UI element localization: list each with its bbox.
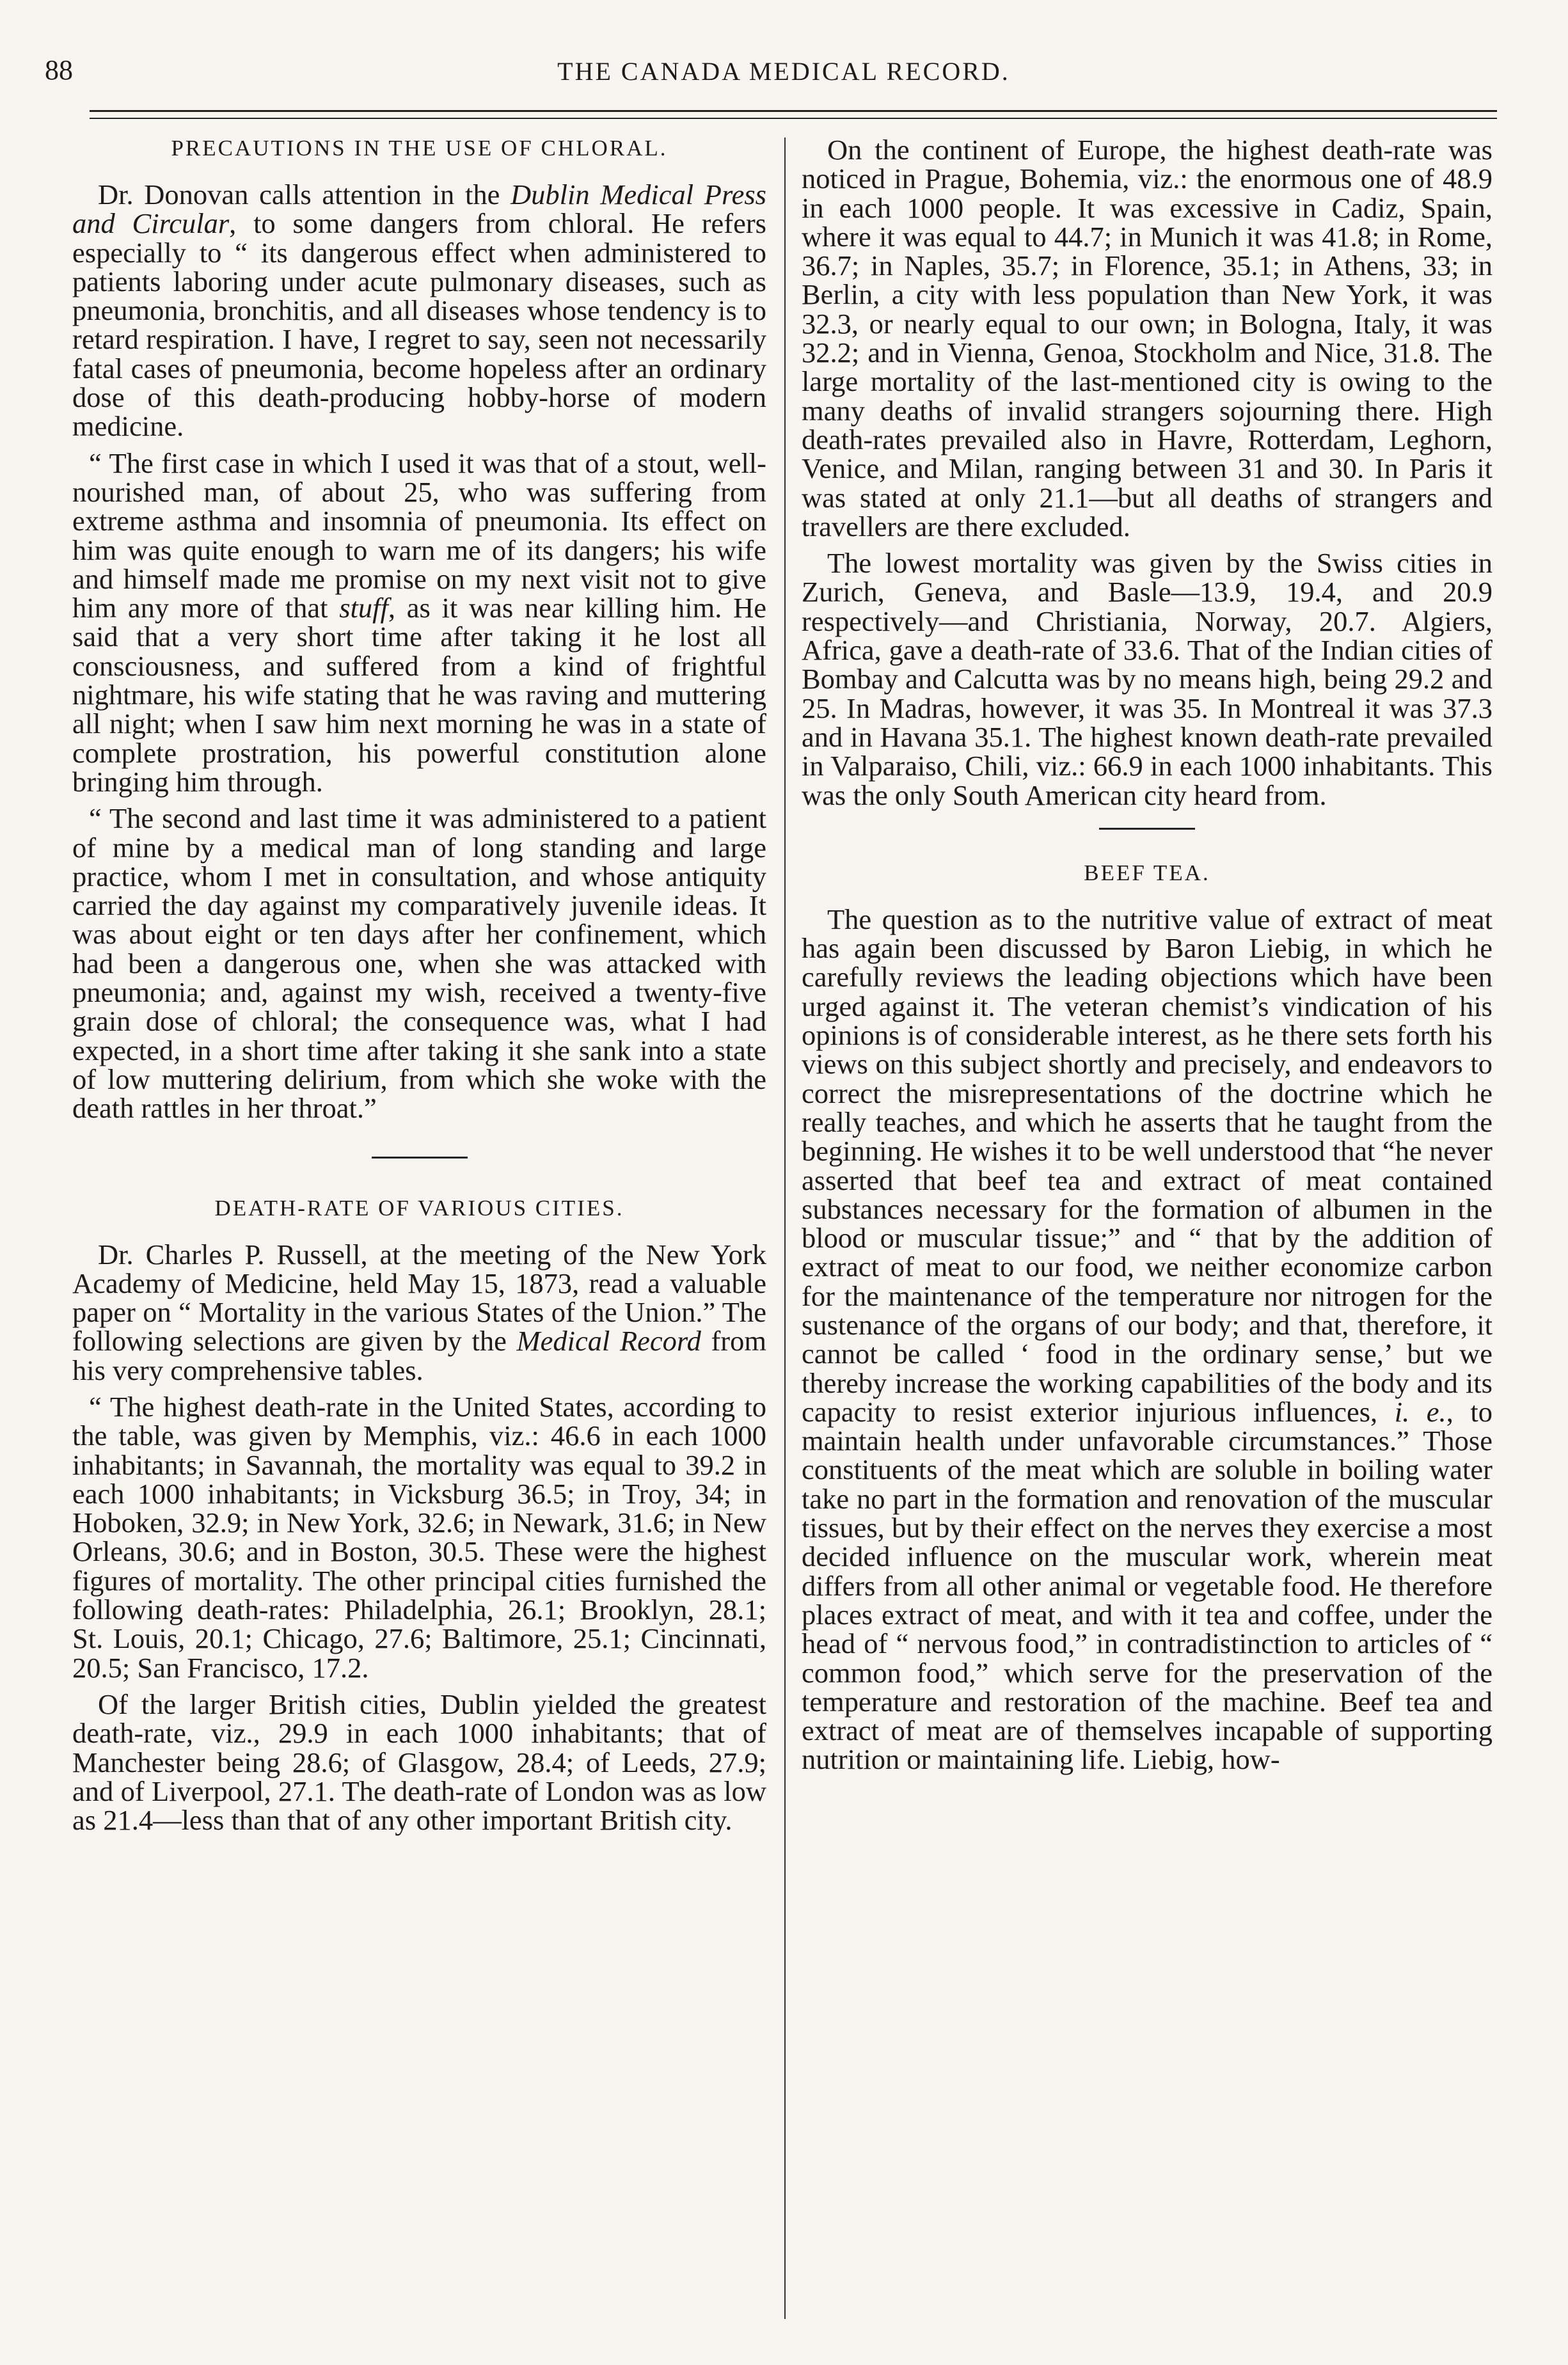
italic-run: Medical Record bbox=[516, 1325, 701, 1357]
section-separator bbox=[1099, 828, 1195, 830]
text-run: Dr. Donovan calls attention in the bbox=[98, 178, 511, 210]
article-heading: DEATH-RATE OF VARIOUS CITIES. bbox=[214, 1195, 624, 1221]
journal-title: THE CANADA MEDICAL RECORD. bbox=[557, 57, 1010, 86]
paragraph bbox=[802, 905, 1493, 1775]
article-beef-tea bbox=[802, 860, 1493, 1775]
section-separator bbox=[372, 1157, 468, 1159]
right-column bbox=[802, 136, 1493, 1782]
text-run: , to some dangers from chloral. He refers especially to “ its dangerous effect when administered to patients laboring under acute pulmonary diseases, such as pneumonia, bronchitis, and all diseases whose tendency is to retard respiration. I have, I regret to say, seen not necessarily fatal cases of pneumonia, become hopeless after an ordinary dose of this death-producing hobby-horse of modern medicine. bbox=[72, 207, 766, 443]
text-run: “ The first case in which I used it was that of a stout, well-nourished man, of about 25, who was suffering from extreme asthma and insomnia of pneumonia. Its effect on him was quite enough to warn me of its dangers; his wife and himself made me promise on my next visit not to give him any more of that bbox=[72, 447, 766, 624]
paragraph bbox=[72, 1240, 766, 1385]
text-run: Dr. Charles P. Russell, at the meeting of the New York Academy of Medicine, held May 15, 1873, read a valuable paper on “ Mortality in the various States of the Union.” The following selections are given by the bbox=[72, 1238, 766, 1357]
text-run: from his very comprehensive tables. bbox=[72, 1325, 766, 1386]
column-divider bbox=[784, 138, 786, 2319]
running-head bbox=[45, 54, 1523, 92]
header-rule-thin bbox=[90, 118, 1497, 119]
paragraph: “ The second and last time it was administered to a patient of mine by a medical man of long standing and large practice, whom I met in consultation, and whose antiquity carried the day against my comparatively juvenile ideas. It was about eight or ten days after her confinement, which had been a dangerous one, when she was attacked with pneumonia; and, against my wish, received a twenty-five grain dose of chloral; the consequence was, what I had expected, in a short time after taking it she sank into a state of low muttering delirium, from which she woke with the death rattles in her throat.” bbox=[72, 802, 766, 1125]
text-run: The question as to the nutritive value of extract of meat has again been discussed by Baron Liebig, in which he carefully reviews the leading objections which have been urged against it. The veteran chemist’s vindication of his opinions is of considerable interest, as he there sets forth his views on this subject shortly and precisely, and endeavors to correct the misrepresentations of the doctrine which he really teaches, and which he asserts that he taught from the beginning. He wishes it to be well understood that “he never asserted that beef tea and extract of meat contained substances necessary for the formation of albumen in the blood or muscular tissue;” and “ that by the addition of extract of meat to our food, we neither economize carbon for the maintenance of the temperature nor nitrogen for the sustenance of the organs of our body; and that, therefore, it cannot be called ‘ food in the ordinary sense,’ but we thereby increase the working capabilities of the body and its capacity to resist exterior injurious influences, bbox=[802, 903, 1493, 1428]
article-chloral bbox=[72, 136, 766, 1123]
paragraph: On the continent of Europe, the highest death-rate was noticed in Prague, Bohemia, viz.: the enormous one of 48.9 in each 1000 people. It was excessive in Cadiz, Spain, where it was equal to 44.7; in Munich it was 41.8; in Rome, 36.7; in Naples, 35.7; in Florence, 35.1; in Athens, 33; in Berlin, a city with less population than New York, it was 32.3, or nearly equal to our own; in Bologna, Italy, it was 32.2; and in Vienna, Genoa, Stockholm and Nice, 31.8. The large mortality of the last-mentioned city is owing to the many deaths of invalid strangers sojourning there. High death-rates prevailed also in Havre, Rotterdam, Leghorn, Venice, and Milan, ranging between 31 and 30. In Paris it was stated at only 21.1—but all deaths of strangers and travellers are there excluded. bbox=[802, 134, 1493, 542]
italic-run: stuff bbox=[339, 592, 388, 624]
article-continent bbox=[802, 136, 1493, 810]
italic-run: i. e. bbox=[1394, 1395, 1446, 1428]
text-run: , as it was near killing him. He said that a very short time after taking it he lost all consciousness, and suffered from a kind of frightful nightmare, his wife stating that he was raving and muttering all night; when I saw him next morning he was in a state of complete prostration, his powerful constitution alone bringing him through. bbox=[72, 592, 766, 798]
paragraph bbox=[72, 449, 766, 797]
left-column bbox=[72, 136, 766, 1842]
article-heading: PRECAUTIONS IN THE USE OF CHLORAL. bbox=[171, 136, 668, 161]
italic-run: Dublin Medical Press and Circular bbox=[72, 178, 766, 240]
paragraph bbox=[72, 180, 766, 441]
header-rule-thick bbox=[90, 110, 1497, 112]
paragraph: The lowest mortality was given by the Swiss cities in Zurich, Geneva, and Basle—13.9, 19.4, and 20.9 respectively—and Christiania, Norway, 20.7. Algiers, Africa, gave a death-rate of 33.6. That of the Indian cities of Bombay and Calcutta was by no means high, being 29.2 and 25. In Madras, however, it was 35. In Montreal it was 37.3 and in Havana 35.1. The highest known death-rate prevailed in Valparaiso, Chili, viz.: 66.9 in each 1000 inhabitants. This was the only South American city heard from. bbox=[802, 547, 1493, 811]
article-death-rate bbox=[72, 1196, 766, 1835]
paragraph: Of the larger British cities, Dublin yielded the greatest death-rate, viz., 29.9 in each 1000 inhabitants; that of Manchester being 28.6; of Glasgow, 28.4; of Leeds, 27.9; and of Liverpool, 27.1. The death-rate of London was as low as 21.4—less than that of any other important British city. bbox=[72, 1688, 766, 1837]
article-heading: BEEF TEA. bbox=[1084, 860, 1210, 885]
paragraph: “ The highest death-rate in the United States, according to the table, was given by Memphis, viz.: 46.6 in each 1000 inhabitants; in Savannah, the mortality was equal to 39.2 in each 1000 inhabitants; in Vicksburg 36.5; in Troy, 34; in Hoboken, 32.9; in New York, 32.6; in Newark, 31.6; in New Orleans, 30.6; and in Boston, 30.5. These were the highest figures of mortality. The other principal cities furnished the following death-rates: Philadelphia, 26.1; Brooklyn, 28.1; St. Louis, 20.1; Chicago, 27.6; Baltimore, 25.1; Cincinnati, 20.5; San Francisco, 17.2. bbox=[72, 1390, 766, 1684]
text-run: , to maintain health under unfavorable circumstances.” Those constituents of the meat which are soluble in boiling water take no part in the formation and renovation of the muscular tissues, but by their effect on the nerves they exercise a most decided influence on the muscular work, wherein meat differs from all other animal or vegetable food. He therefore places extract of meat, and with it tea and coffee, under the head of “ nervous food,” in contradistinction to articles of “ common food,” which serve for the preservation of the temperature and restoration of the machine. Beef tea and extract of meat are of themselves incapable of supporting nutrition or maintaining life. Liebig, how- bbox=[802, 1395, 1493, 1776]
page-number: 88 bbox=[45, 54, 73, 86]
